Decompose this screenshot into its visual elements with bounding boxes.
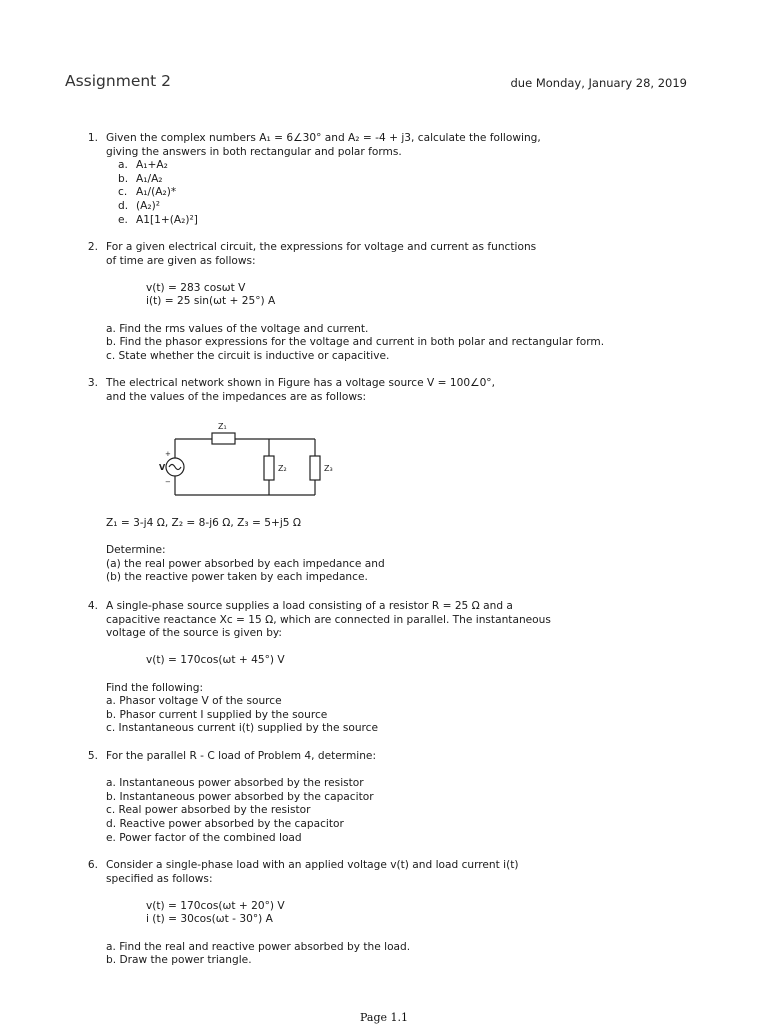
question-item: b. Find the phasor expressions for the voltage and current in both polar and rectangular form. — [106, 336, 605, 349]
sub-item: e. A1[1+(A₂)²] — [118, 213, 198, 226]
problem-text: The electrical network shown in Figure has a voltage source V = 100∠0°, — [106, 377, 495, 389]
problem-number: 5. — [87, 750, 98, 762]
problem-text: Given the complex numbers A₁ = 6∠30° and A₂ = -4 + j3, calculate the following, — [106, 132, 541, 144]
problem-text: voltage of the source is given by: — [106, 627, 282, 640]
problem-text: A single-phase source supplies a load consisting of a resistor R = 25 Ω and a — [106, 600, 513, 612]
z2-label: Z₂ — [278, 464, 287, 473]
problem-text: of time are given as follows: — [106, 254, 256, 267]
problem-text: capacitive reactance Xc = 15 Ω, which are connected in parallel. The instantaneous — [106, 613, 551, 626]
sub-item: a. A₁+A₂ — [118, 159, 168, 172]
z2-impedance-box — [264, 456, 274, 480]
question-item: a. Instantaneous power absorbed by the resistor — [106, 777, 364, 790]
plus-sign: + — [165, 450, 171, 458]
problem-2 — [78, 241, 718, 363]
question-item: a. Find the rms values of the voltage and current. — [106, 322, 369, 335]
problem-text: For the parallel R - C load of Problem 4, determine: — [106, 750, 377, 762]
problem-text: specified as follows: — [106, 872, 213, 885]
question-item: e. Power factor of the combined load — [106, 831, 302, 844]
question-item: a. Phasor voltage V of the source — [106, 695, 282, 708]
sub-item: c. A₁/(A₂)* — [118, 186, 177, 199]
equation: i(t) = 25 sin(ωt + 25°) A — [146, 295, 276, 308]
problem-6 — [78, 859, 718, 968]
z1-impedance-box — [212, 433, 235, 444]
question-item: c. State whether the circuit is inductive or capacitive. — [106, 349, 390, 362]
question-item: Determine: — [106, 544, 166, 557]
equation: v(t) = 170cos(ωt + 45°) V — [146, 654, 285, 667]
sub-item: d. (A₂)² — [118, 199, 161, 212]
problem-text: and the values of the impedances are as follows: — [106, 390, 367, 403]
question-item: (a) the real power absorbed by each impedance and — [106, 557, 385, 570]
source-label: V — [159, 463, 166, 472]
assignment-title: Assignment 2 — [65, 72, 172, 90]
problem-text: giving the answers in both rectangular and polar forms. — [106, 145, 402, 158]
problem-text: Consider a single-phase load with an applied voltage v(t) and load current i(t) — [106, 859, 519, 871]
problem-1 — [78, 132, 718, 227]
z3-impedance-box — [310, 456, 320, 480]
problem-3 — [78, 377, 718, 404]
sub-item: b. A₁/A₂ — [118, 172, 163, 185]
question-item: c. Instantaneous current i(t) supplied by the source — [106, 722, 379, 735]
equation: v(t) = 283 cosωt V — [146, 281, 246, 294]
problem-4 — [78, 600, 718, 736]
problem-number: 4. — [87, 600, 98, 612]
problem-5 — [78, 750, 718, 845]
equation: v(t) = 170cos(ωt + 20°) V — [146, 899, 285, 912]
question-item: Find the following: — [106, 681, 204, 694]
question-item: d. Reactive power absorbed by the capacitor — [106, 817, 344, 830]
impedance-values: Z₁ = 3-j4 Ω, Z₂ = 8-j6 Ω, Z₃ = 5+j5 Ω — [106, 517, 301, 529]
equation: i (t) = 30cos(ωt - 30°) A — [146, 913, 273, 926]
question-item: b. Phasor current I supplied by the source — [106, 708, 328, 721]
circuit-diagram — [150, 418, 350, 504]
problem-number: 6. — [87, 859, 98, 871]
problem-number: 1. — [87, 132, 98, 144]
due-date: due Monday, January 28, 2019 — [510, 76, 687, 90]
z1-label: Z₁ — [218, 422, 227, 431]
question-item: b. Draw the power triangle. — [106, 954, 252, 967]
question-item: a. Find the real and reactive power absorbed by the load. — [106, 940, 411, 953]
question-item: b. Instantaneous power absorbed by the capacitor — [106, 790, 374, 803]
problem-number: 3. — [87, 377, 98, 389]
question-item: c. Real power absorbed by the resistor — [106, 804, 311, 817]
z3-label: Z₃ — [324, 464, 333, 473]
question-item: (b) the reactive power taken by each impedance. — [106, 571, 368, 584]
minus-sign: − — [165, 478, 171, 486]
page-number: Page 1.1 — [359, 1011, 408, 1024]
problem-number: 2. — [87, 241, 98, 253]
problem-3-continued — [78, 517, 718, 585]
problem-text: For a given electrical circuit, the expressions for voltage and current as functions — [106, 241, 537, 253]
